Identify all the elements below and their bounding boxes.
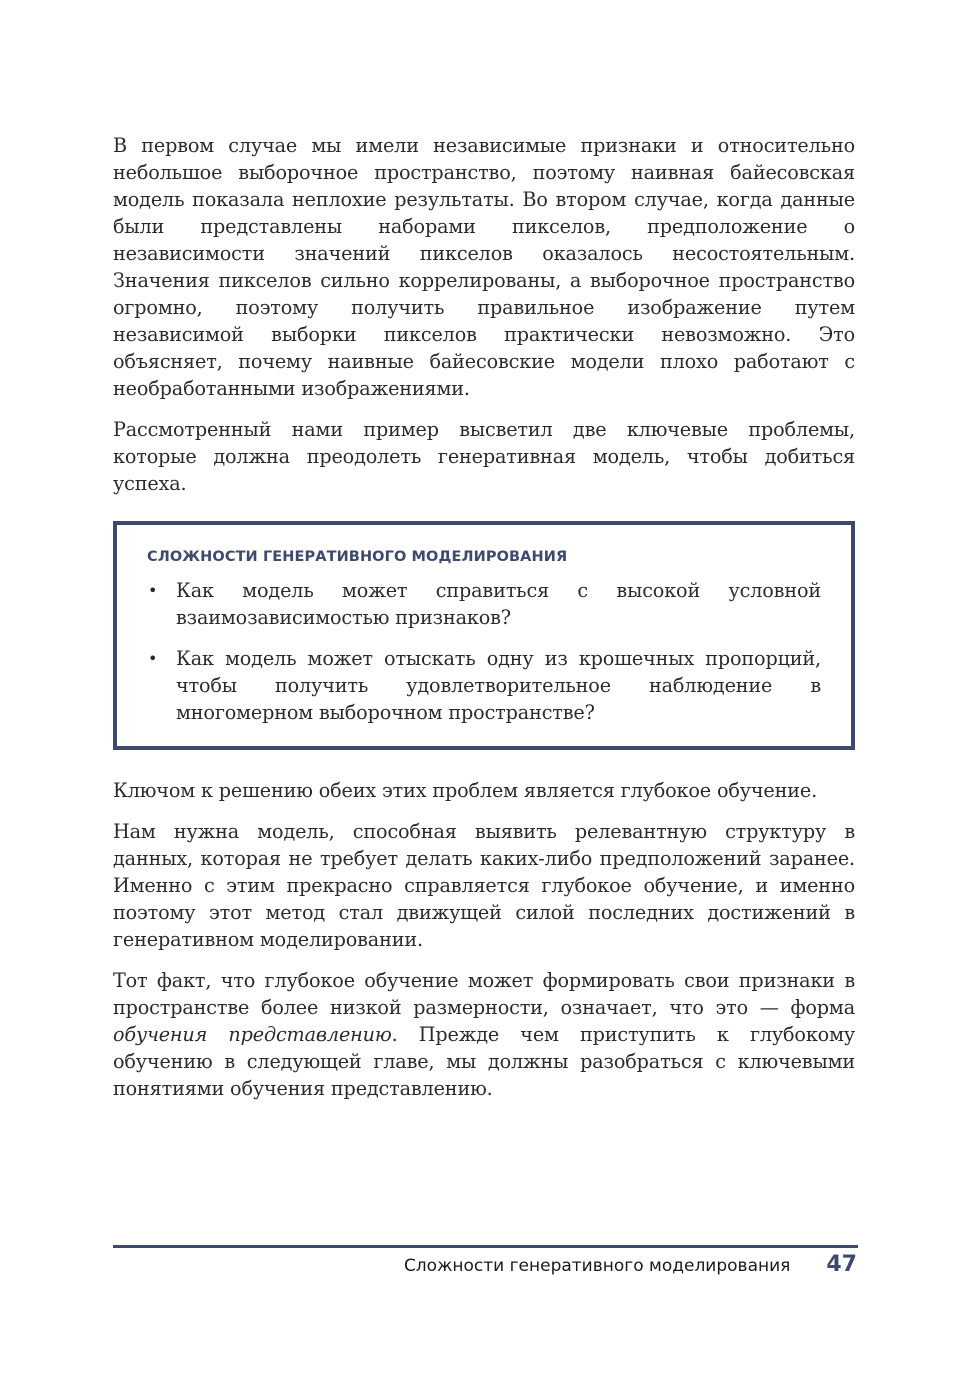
paragraph-text-end: . Прежде чем приступить к глубокому обучению в следующей главе, мы должны разобраться с ключевыми понятиями обучения представлению.	[113, 1023, 855, 1100]
page-number: 47	[826, 1252, 857, 1277]
paragraph-text-start: Тот факт, что глубокое обучение может формировать свои признаки в пространстве более низкой размерности, означает, что это — форма	[113, 969, 855, 1019]
bullet-icon: •	[148, 649, 158, 668]
page-content	[113, 132, 855, 1102]
running-footer-title: Сложности генеративного моделирования	[403, 1256, 791, 1276]
page-footer	[404, 1252, 857, 1277]
paragraph-deep-learning-key: Ключом к решению обеих этих проблем является глубокое обучение.	[113, 779, 818, 802]
italic-term: обучения представлению	[113, 1023, 392, 1046]
callout-list	[147, 577, 821, 726]
paragraph-representation-learning	[113, 967, 855, 1102]
paragraph-naive-bayes-results: В первом случае мы имели независимые признаки и относительно небольшое выборочное пространство, поэтому наивная байесовская модель показала неплохие результаты. Во втором случае, когда данные были представлены наборами пикселов, предположение о независимости значений пикселов оказалось несостоятельным. Значения пикселов сильно коррелированы, а выборочное пространство огромно, поэтому получить правильное изображение путем независимой выборки пикселов практически невозможно. Это объясняет, почему наивные байесовские модели плохо работают с необработанными изображениями.	[113, 134, 855, 400]
callout-box	[113, 521, 855, 750]
paragraph-key-problems: Рассмотренный нами пример высветил две ключевые проблемы, которые должна преодолеть генеративная модель, чтобы добиться успеха.	[113, 418, 855, 495]
callout-list-item	[147, 645, 821, 726]
callout-title: СЛОЖНОСТИ ГЕНЕРАТИВНОГО МОДЕЛИРОВАНИЯ	[147, 549, 568, 565]
paragraph-model-structure: Нам нужна модель, способная выявить релевантную структуру в данных, которая не требует делать каких-либо предположений заранее. Именно с этим прекрасно справляется глубокое обучение, и именно поэтому этот метод стал движущей силой последних достижений в генеративном моделировании.	[113, 820, 855, 951]
callout-item-text: Как модель может отыскать одну из крошечных пропорций, чтобы получить удовлетворительное наблюдение в многомерном выборочном пространстве?	[176, 647, 821, 724]
callout-list-item	[147, 577, 821, 631]
footer-rule	[113, 1245, 858, 1248]
callout-item-text: Как модель может справиться с высокой условной взаимозависимостью признаков?	[176, 579, 821, 629]
bullet-icon: •	[148, 581, 158, 600]
